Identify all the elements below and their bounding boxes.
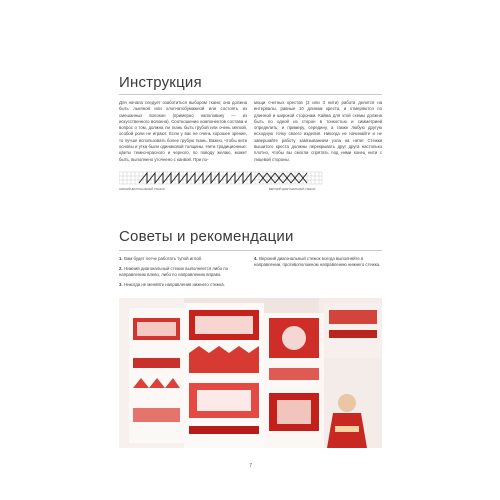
tips-heading: Советы и рекомендации: [119, 228, 294, 245]
tip-item: 1. Вам будет легче работать тупой иглой.: [119, 256, 203, 261]
instruction-text-left: Для начала следует озаботиться выбором ткани; она должна быть льняной или хлопчатобумажной или состоять из смешанных волокон (примерно наполовину — из искусственного волокна). Соотношение компонентов состава и вопрос о том, должна ли ткань быть грубой или очень мягкой, особой роли не играют. Если у вас не очень хорошее зрение, то лучше использовать более грубую ткань. Важно, чтобы нити основы и утка были одинаковой толщины. Нити традиционные: цветы темно-красного и черного, по поводу желаю, может быть, выполнено уточнено с канвой. При по-: [119, 100, 247, 162]
tip-item: 4. Верхний диагональный стежок всегда выполняйте в направлении, противоположном направлению нижнего стежка.: [254, 256, 381, 268]
stitch-diagram: [119, 170, 382, 220]
heading-rule: [119, 250, 382, 251]
tip-item: 2. Нижний диагональный стежок выполняется либо по направлению влево, либо по направлению вправо.: [119, 265, 229, 278]
book-page: [119, 23, 382, 478]
tip-item: 3. Никогда не меняйте направления нижнего стежка.: [119, 281, 225, 287]
towel-center: [184, 303, 264, 448]
tips-list-right: [254, 256, 382, 272]
towel-right: [264, 313, 324, 448]
top-right-cloth: [324, 303, 382, 358]
caption-lower-stitch: НИЖНИЙ ДИАГОНАЛЬНЫЙ СТЕЖОК: [119, 188, 165, 191]
page-number: 7: [249, 463, 252, 469]
instruction-text-right: мощи счетных крестов (2 или 3 нити) работа делится на интервалы, равные 10 длинам креста, и отмеряются по длинной и широкой сторонам. Кайма для этой схемы должна быть по одной из сторон в тонкостью и симметрией определить, и примеру, середину, а также любую другую исходную точку своего изделия. Никогда не начинайте и не завершайте работу завязыванием узла на нити! Стежки вышитого креста должны перекрывать друг друга настолько плотно, чтобы вы смогли спрятать под ними конец нити с лицевой стороны.: [254, 100, 382, 162]
towel-left: [129, 308, 184, 443]
tips-list-left: [119, 256, 247, 292]
instruction-heading: Инструкция: [119, 74, 202, 91]
heading-rule: [119, 94, 382, 95]
caption-upper-stitch: ВЕРХНИЙ ДИАГОНАЛЬНЫЙ СТЕЖОК: [269, 188, 316, 191]
embroidery-photo: [119, 298, 382, 448]
